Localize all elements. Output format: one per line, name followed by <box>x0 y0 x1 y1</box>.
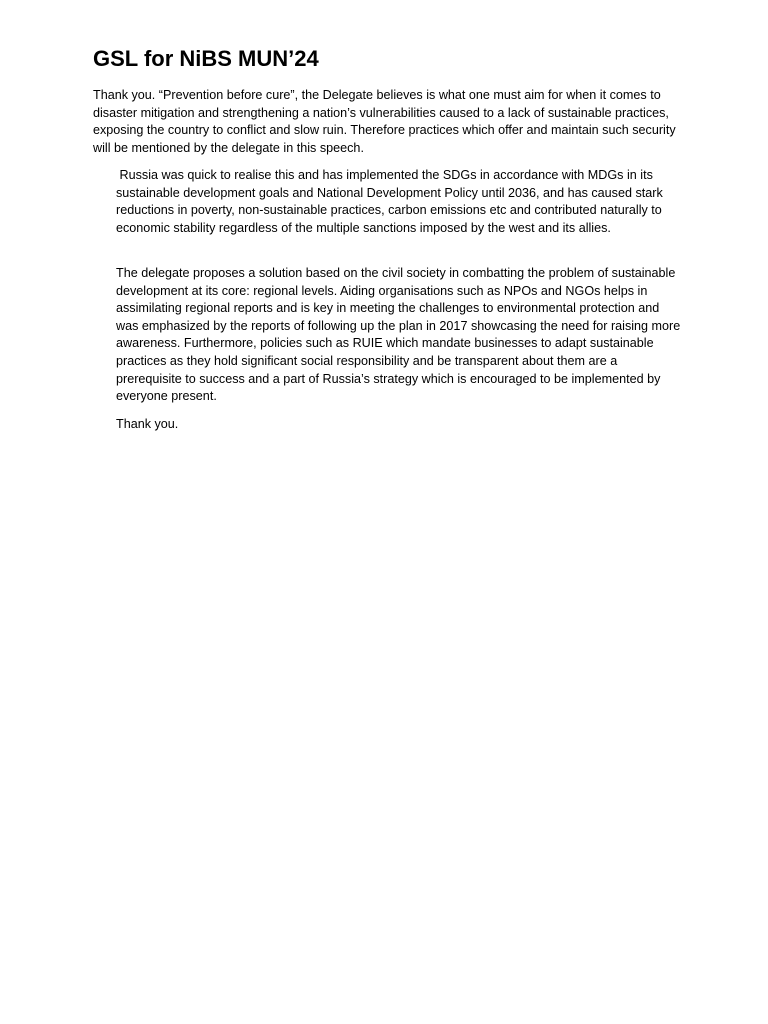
document-title: GSL for NiBS MUN’24 <box>93 46 319 71</box>
closing-paragraph: Thank you. <box>116 417 179 431</box>
body-paragraph-russia-sdgs: Russia was quick to realise this and has implemented the SDGs in accordance with MDGs in its sustainable development goals and National Development Policy until 2036, and has caused stark reductions in poverty, non-sustainable practices, carbon emissions etc and contributed naturally to economic stability regardless of the multiple sanctions imposed by the west and its allies. <box>116 168 667 235</box>
body-paragraph-solution: The delegate proposes a solution based on the civil society in combatting the problem of sustainable development at its core: regional levels. Aiding organisations such as NPOs and NGOs helps in assimilating regional reports and is key in meeting the challenges to environmental protection and was emphasized by the reports of following up the plan in 2017 showcasing the need for raising more awareness. Furthermore, policies such as RUIE which mandate businesses to adapt sustainable practices as they hold significant social responsibility and be transparent about them are a prerequisite to success and a part of Russia’s strategy which is encouraged to be implemented by everyone present. <box>116 266 681 404</box>
intro-paragraph: Thank you. “Prevention before cure”, the Delegate believes is what one must aim for when it comes to disaster mitigation and strengthening a nation’s vulnerabilities caused to a lack of sustainable practices, exposing the country to conflict and slow ruin. Therefore practices which offer and maintain such security will be mentioned by the delegate in this speech. <box>93 88 676 155</box>
